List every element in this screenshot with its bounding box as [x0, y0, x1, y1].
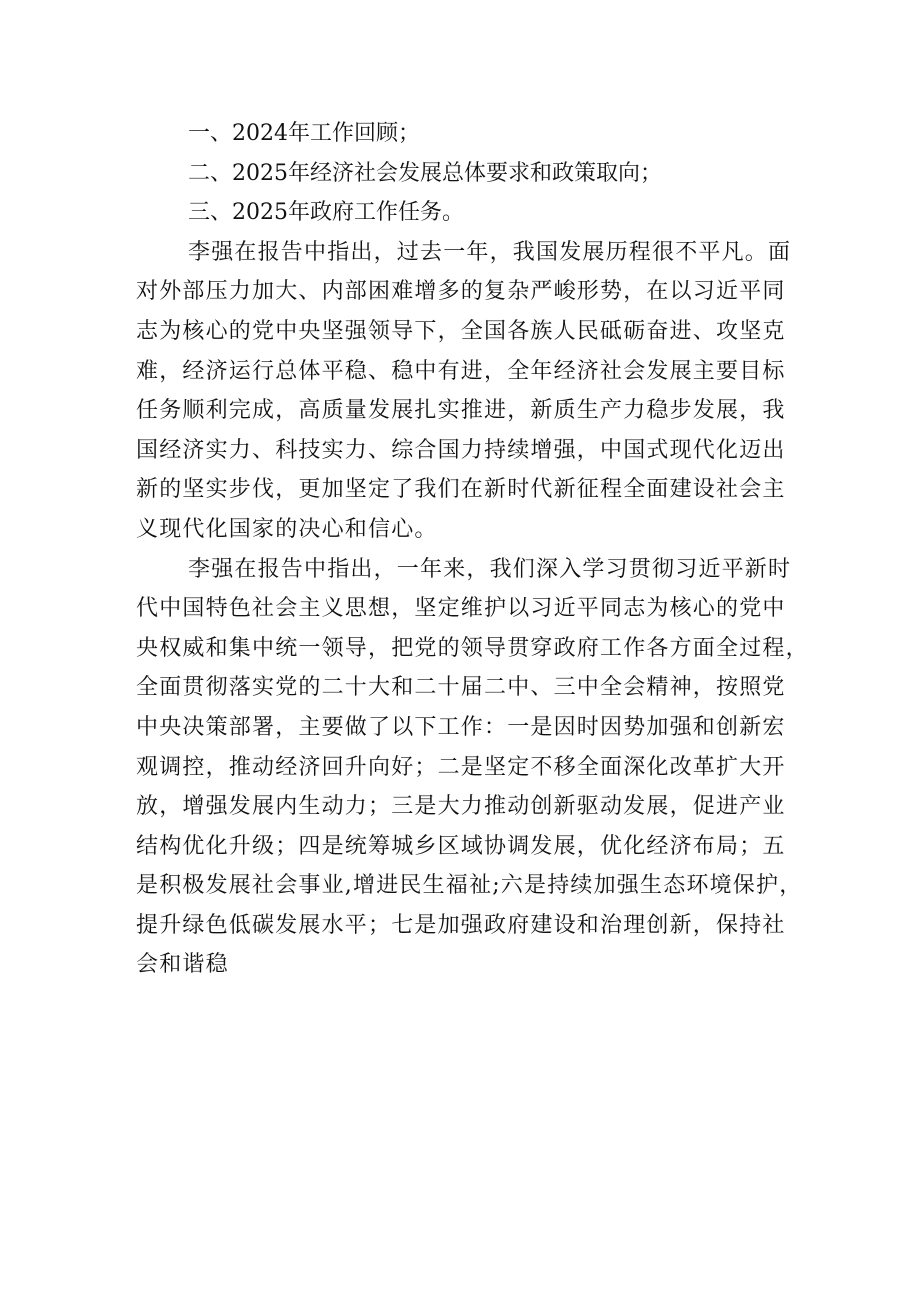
outline-item-1: 一、2024年工作回顾；	[188, 121, 420, 146]
paragraph-2-line-1: 李强在报告中指出，一年来，我们深入学习贯彻习近平新时	[188, 556, 792, 582]
paragraph-2-line-8: 结构优化升级；四是统筹城乡区域协调发展，优化经济布局；五	[136, 833, 786, 859]
paragraph-1-line-7: 新的坚实步伐，更加坚定了我们在新时代新征程全面建设社会主	[136, 477, 786, 503]
paragraph-2-line-9: 是积极发展社会事业,增进民生福祉;六是持续加强生态环境保护，	[136, 873, 803, 899]
paragraph-past-year	[136, 233, 796, 550]
outline-item-3: 三、2025年政府工作任务。	[188, 200, 464, 226]
paragraph-1-line-6: 国经济实力、科技实力、综合国力持续增强，中国式现代化迈出	[136, 437, 786, 463]
outline-item-2: 二、2025年经济社会发展总体要求和政策取向；	[188, 160, 662, 186]
paragraph-1-line-1: 李强在报告中指出，过去一年，我国发展历程很不平凡。面	[188, 239, 792, 265]
paragraph-2-line-2: 代中国特色社会主义思想，坚定维护以习近平同志为核心的党中	[136, 596, 786, 622]
paragraph-2-line-3: 央权威和集中统一领导，把党的领导贯穿政府工作各方面全过程，	[136, 635, 809, 661]
paragraph-2-line-7: 放，增强发展内生动力；三是大力推动创新驱动发展，促进产业	[136, 794, 786, 820]
document-body	[136, 114, 809, 985]
paragraph-1-line-2: 对外部压力加大、内部困难增多的复杂严峻形势，在以习近平同	[136, 279, 786, 305]
paragraph-work-summary	[136, 550, 809, 986]
paragraph-2-line-6: 观调控，推动经济回升向好；二是坚定不移全面深化改革扩大开	[136, 754, 786, 780]
paragraph-2-line-5: 中央决策部署，主要做了以下工作：一是因时因势加强和创新宏	[136, 714, 786, 740]
paragraph-1-line-8: 义现代化国家的决心和信心。	[136, 516, 438, 542]
paragraph-2-line-11: 会和谐稳	[136, 952, 229, 978]
paragraph-1-line-5: 任务顺利完成，高质量发展扎实推进，新质生产力稳步发展，我	[136, 398, 786, 424]
paragraph-2-line-4: 全面贯彻落实党的二十大和二十届二中、三中全会精神，按照党	[136, 675, 786, 701]
outline-list	[136, 114, 796, 233]
paragraph-2-line-10: 提升绿色低碳发展水平；七是加强政府建设和治理创新，保持社	[136, 912, 786, 938]
paragraph-1-line-4: 难，经济运行总体平稳、稳中有进，全年经济社会发展主要目标	[136, 358, 786, 384]
paragraph-1-line-3: 志为核心的党中央坚强领导下，全国各族人民砥砺奋进、攻坚克	[136, 318, 786, 344]
